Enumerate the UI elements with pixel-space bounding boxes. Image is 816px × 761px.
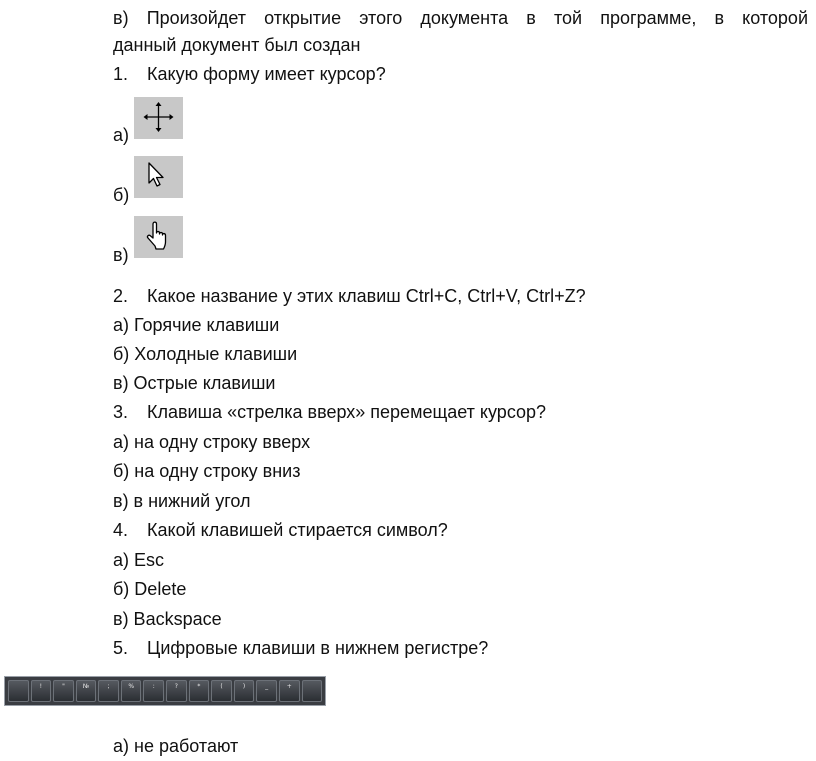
question-number: 3. (113, 402, 129, 422)
answer-option: в) Backspace (113, 609, 222, 629)
intro-line-2: данный документ был создан (113, 35, 361, 55)
question-text: Клавиша «стрелка вверх» перемещает курсор? (147, 402, 547, 422)
option-label: б) (113, 185, 130, 205)
question-number: 5. (113, 638, 129, 658)
option-label: в) (113, 245, 129, 265)
question-number: 2. (113, 286, 129, 306)
answer-option: б) Delete (113, 579, 187, 599)
question-text: Какую форму имеет курсор? (147, 64, 386, 84)
keyboard-key: ? (166, 680, 187, 702)
move-cursor-icon (134, 97, 183, 139)
keyboard-key: + (279, 680, 300, 702)
answer-option: в) Острые клавиши (113, 373, 276, 393)
keyboard-key: ! (31, 680, 52, 702)
keyboard-key: : (143, 680, 164, 702)
keyboard-key: _ (256, 680, 277, 702)
arrow-cursor-icon (134, 156, 183, 198)
answer-option: а) Esc (113, 550, 165, 570)
keyboard-number-row-image (4, 676, 326, 706)
intro-line-1: в) Произойдет открытие этого документа в той программе, в которой (113, 8, 808, 28)
question-number: 4. (113, 520, 129, 540)
answer-option: б) Холодные клавиши (113, 344, 298, 364)
question-text: Какое название у этих клавиш Ctrl+C, Ctrl+V, Ctrl+Z? (147, 286, 586, 306)
keyboard-key: " (53, 680, 74, 702)
keyboard-key: * (189, 680, 210, 702)
keyboard-key: ) (234, 680, 255, 702)
question-4 (113, 519, 448, 541)
keyboard-key: ( (211, 680, 232, 702)
option-label: а) (113, 125, 130, 145)
hand-cursor-icon (134, 216, 183, 258)
keyboard-key: ; (98, 680, 119, 702)
question-3 (113, 401, 546, 423)
answer-option: в) в нижний угол (113, 491, 251, 511)
keyboard-key (8, 680, 29, 702)
answer-option: а) Горячие клавиши (113, 315, 280, 335)
question-number: 1. (113, 64, 129, 84)
question-5 (113, 637, 488, 659)
keyboard-key: % (121, 680, 142, 702)
question-1 (113, 63, 386, 85)
answer-option: а) на одну строку вверх (113, 432, 311, 452)
keyboard-key (302, 680, 323, 702)
question-2 (113, 285, 586, 307)
answer-option: а) не работают (113, 736, 239, 756)
keyboard-key: № (76, 680, 97, 702)
question-text: Какой клавишей стирается символ? (147, 520, 448, 540)
question-text: Цифровые клавиши в нижнем регистре? (147, 638, 489, 658)
answer-option: б) на одну строку вниз (113, 461, 301, 481)
